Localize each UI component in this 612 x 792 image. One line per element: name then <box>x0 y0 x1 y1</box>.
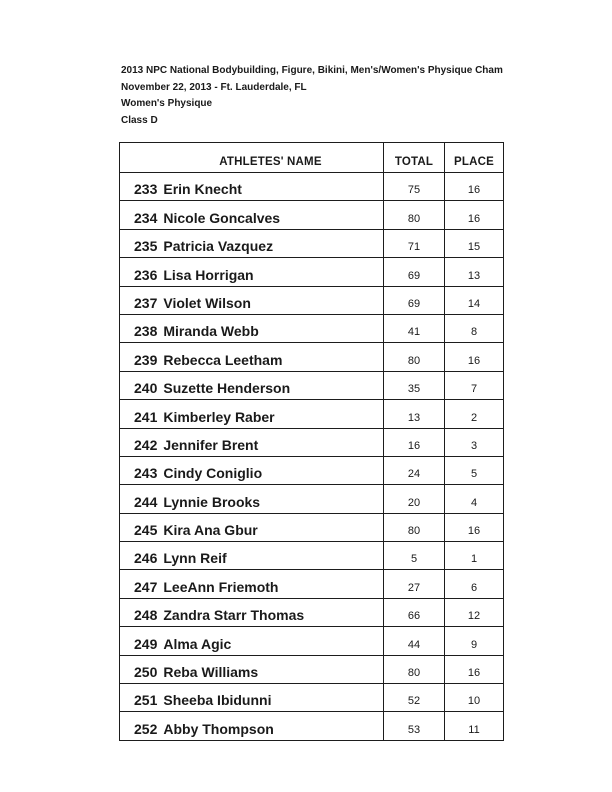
athlete-name-cell <box>120 570 384 598</box>
athlete-number: 248 <box>134 607 158 624</box>
table-row <box>120 570 504 598</box>
place-value: 7 <box>445 371 504 399</box>
total-value: 24 <box>384 456 445 484</box>
place-value: 12 <box>445 598 504 626</box>
place-value: 3 <box>445 428 504 456</box>
event-title: 2013 NPC National Bodybuilding, Figure, Bikini, Men's/Women's Physique Cham <box>121 65 503 76</box>
athlete-number: 236 <box>134 266 158 283</box>
table-row <box>120 314 504 342</box>
athlete-name-cell <box>120 428 384 456</box>
place-value: 5 <box>445 456 504 484</box>
athlete-name: Lynn Reif <box>163 550 227 567</box>
athlete-number: 237 <box>134 294 158 311</box>
place-value: 8 <box>445 314 504 342</box>
total-value: 44 <box>384 627 445 655</box>
athlete-name: Miranda Webb <box>163 323 259 340</box>
athlete-name: Violet Wilson <box>163 294 251 311</box>
athlete-name-cell <box>120 712 384 741</box>
total-value: 75 <box>384 173 445 201</box>
athlete-name: Suzette Henderson <box>163 380 291 397</box>
table-row <box>120 712 504 741</box>
athlete-name-cell <box>120 598 384 626</box>
place-value: 14 <box>445 286 504 314</box>
place-value: 16 <box>445 173 504 201</box>
table-row <box>120 684 504 712</box>
total-value: 53 <box>384 712 445 741</box>
athlete-name-cell <box>120 655 384 683</box>
place-value: 2 <box>445 400 504 428</box>
athlete-number: 250 <box>134 664 158 681</box>
total-value: 69 <box>384 258 445 286</box>
place-value: 15 <box>445 229 504 257</box>
athlete-name: Patricia Vazquez <box>163 238 274 255</box>
total-value: 80 <box>384 513 445 541</box>
place-value: 16 <box>445 343 504 371</box>
athlete-name: Alma Agic <box>163 635 232 652</box>
doc-header <box>121 63 503 130</box>
total-value: 27 <box>384 570 445 598</box>
place-value: 13 <box>445 258 504 286</box>
total-value: 13 <box>384 400 445 428</box>
table-row <box>120 485 504 513</box>
total-value: 35 <box>384 371 445 399</box>
place-value: 10 <box>445 684 504 712</box>
athlete-name-cell <box>120 627 384 655</box>
place-value: 16 <box>445 201 504 229</box>
athlete-number: 244 <box>134 493 158 510</box>
athlete-name: Erin Knecht <box>163 181 242 198</box>
place-value: 11 <box>445 712 504 741</box>
total-value: 41 <box>384 314 445 342</box>
table-row <box>120 229 504 257</box>
athlete-name-cell <box>120 456 384 484</box>
athlete-name-cell <box>120 314 384 342</box>
athlete-number: 247 <box>134 578 158 595</box>
place-value: 4 <box>445 485 504 513</box>
athlete-number: 239 <box>134 351 158 368</box>
total-value: 16 <box>384 428 445 456</box>
athlete-name: Lynnie Brooks <box>163 493 261 510</box>
athlete-name: Kira Ana Gbur <box>163 522 258 539</box>
athlete-name-cell <box>120 400 384 428</box>
class-title: Class D <box>121 115 158 127</box>
athlete-name: Zandra Starr Thomas <box>163 607 305 624</box>
athlete-name-cell <box>120 286 384 314</box>
place-value: 16 <box>445 513 504 541</box>
table-row <box>120 598 504 626</box>
column-header-athletes-name: ATHLETES' NAME <box>120 143 384 173</box>
athlete-name-cell <box>120 173 384 201</box>
table-row <box>120 173 504 201</box>
table-header-row <box>120 143 504 173</box>
athlete-number: 235 <box>134 238 158 255</box>
athlete-name: Reba Williams <box>163 664 259 681</box>
total-value: 20 <box>384 485 445 513</box>
table-row <box>120 286 504 314</box>
place-value: 16 <box>445 655 504 683</box>
column-header-place: PLACE <box>445 143 504 173</box>
athlete-name-cell <box>120 513 384 541</box>
table-row <box>120 258 504 286</box>
athlete-name-cell <box>120 343 384 371</box>
athlete-name: Nicole Goncalves <box>163 209 281 226</box>
table-row <box>120 343 504 371</box>
athlete-number: 246 <box>134 550 158 567</box>
athlete-number: 243 <box>134 465 158 482</box>
athlete-name: Lisa Horrigan <box>163 266 254 283</box>
athlete-name-cell <box>120 485 384 513</box>
athlete-name-cell <box>120 201 384 229</box>
table-row <box>120 456 504 484</box>
total-value: 5 <box>384 542 445 570</box>
table-row <box>120 400 504 428</box>
place-value: 1 <box>445 542 504 570</box>
total-value: 71 <box>384 229 445 257</box>
total-value: 69 <box>384 286 445 314</box>
athlete-name: Abby Thompson <box>163 721 274 737</box>
table-row <box>120 627 504 655</box>
total-value: 52 <box>384 684 445 712</box>
table-row <box>120 542 504 570</box>
total-value: 80 <box>384 655 445 683</box>
column-header-total: TOTAL <box>384 143 445 173</box>
event-date-location: November 22, 2013 - Ft. Lauderdale, FL <box>121 81 307 93</box>
athlete-number: 238 <box>134 323 158 340</box>
place-value: 6 <box>445 570 504 598</box>
athlete-number: 252 <box>134 721 158 737</box>
athlete-number: 249 <box>134 635 158 652</box>
athlete-name: Kimberley Raber <box>163 408 275 425</box>
total-value: 80 <box>384 201 445 229</box>
division-title: Women's Physique <box>121 98 213 110</box>
table-row <box>120 655 504 683</box>
athlete-name: LeeAnn Friemoth <box>163 578 279 595</box>
athlete-name: Rebecca Leetham <box>163 351 283 368</box>
athlete-name-cell <box>120 371 384 399</box>
athlete-name: Sheeba Ibidunni <box>163 692 272 709</box>
table-body <box>120 173 504 741</box>
table-row <box>120 201 504 229</box>
athlete-name: Cindy Coniglio <box>163 465 263 482</box>
athlete-name-cell <box>120 684 384 712</box>
athlete-name-cell <box>120 542 384 570</box>
table-row <box>120 513 504 541</box>
athlete-number: 234 <box>134 209 158 226</box>
athlete-name-cell <box>120 258 384 286</box>
athlete-name: Jennifer Brent <box>163 436 259 453</box>
athlete-name-cell <box>120 229 384 257</box>
results-table <box>119 142 504 741</box>
table-row <box>120 428 504 456</box>
total-value: 66 <box>384 598 445 626</box>
athlete-number: 241 <box>134 408 158 425</box>
athlete-number: 242 <box>134 436 158 453</box>
total-value: 80 <box>384 343 445 371</box>
place-value: 9 <box>445 627 504 655</box>
table-row <box>120 371 504 399</box>
athlete-number: 240 <box>134 380 158 397</box>
athlete-number: 251 <box>134 692 158 709</box>
athlete-number: 245 <box>134 522 158 539</box>
athlete-number: 233 <box>134 181 158 198</box>
